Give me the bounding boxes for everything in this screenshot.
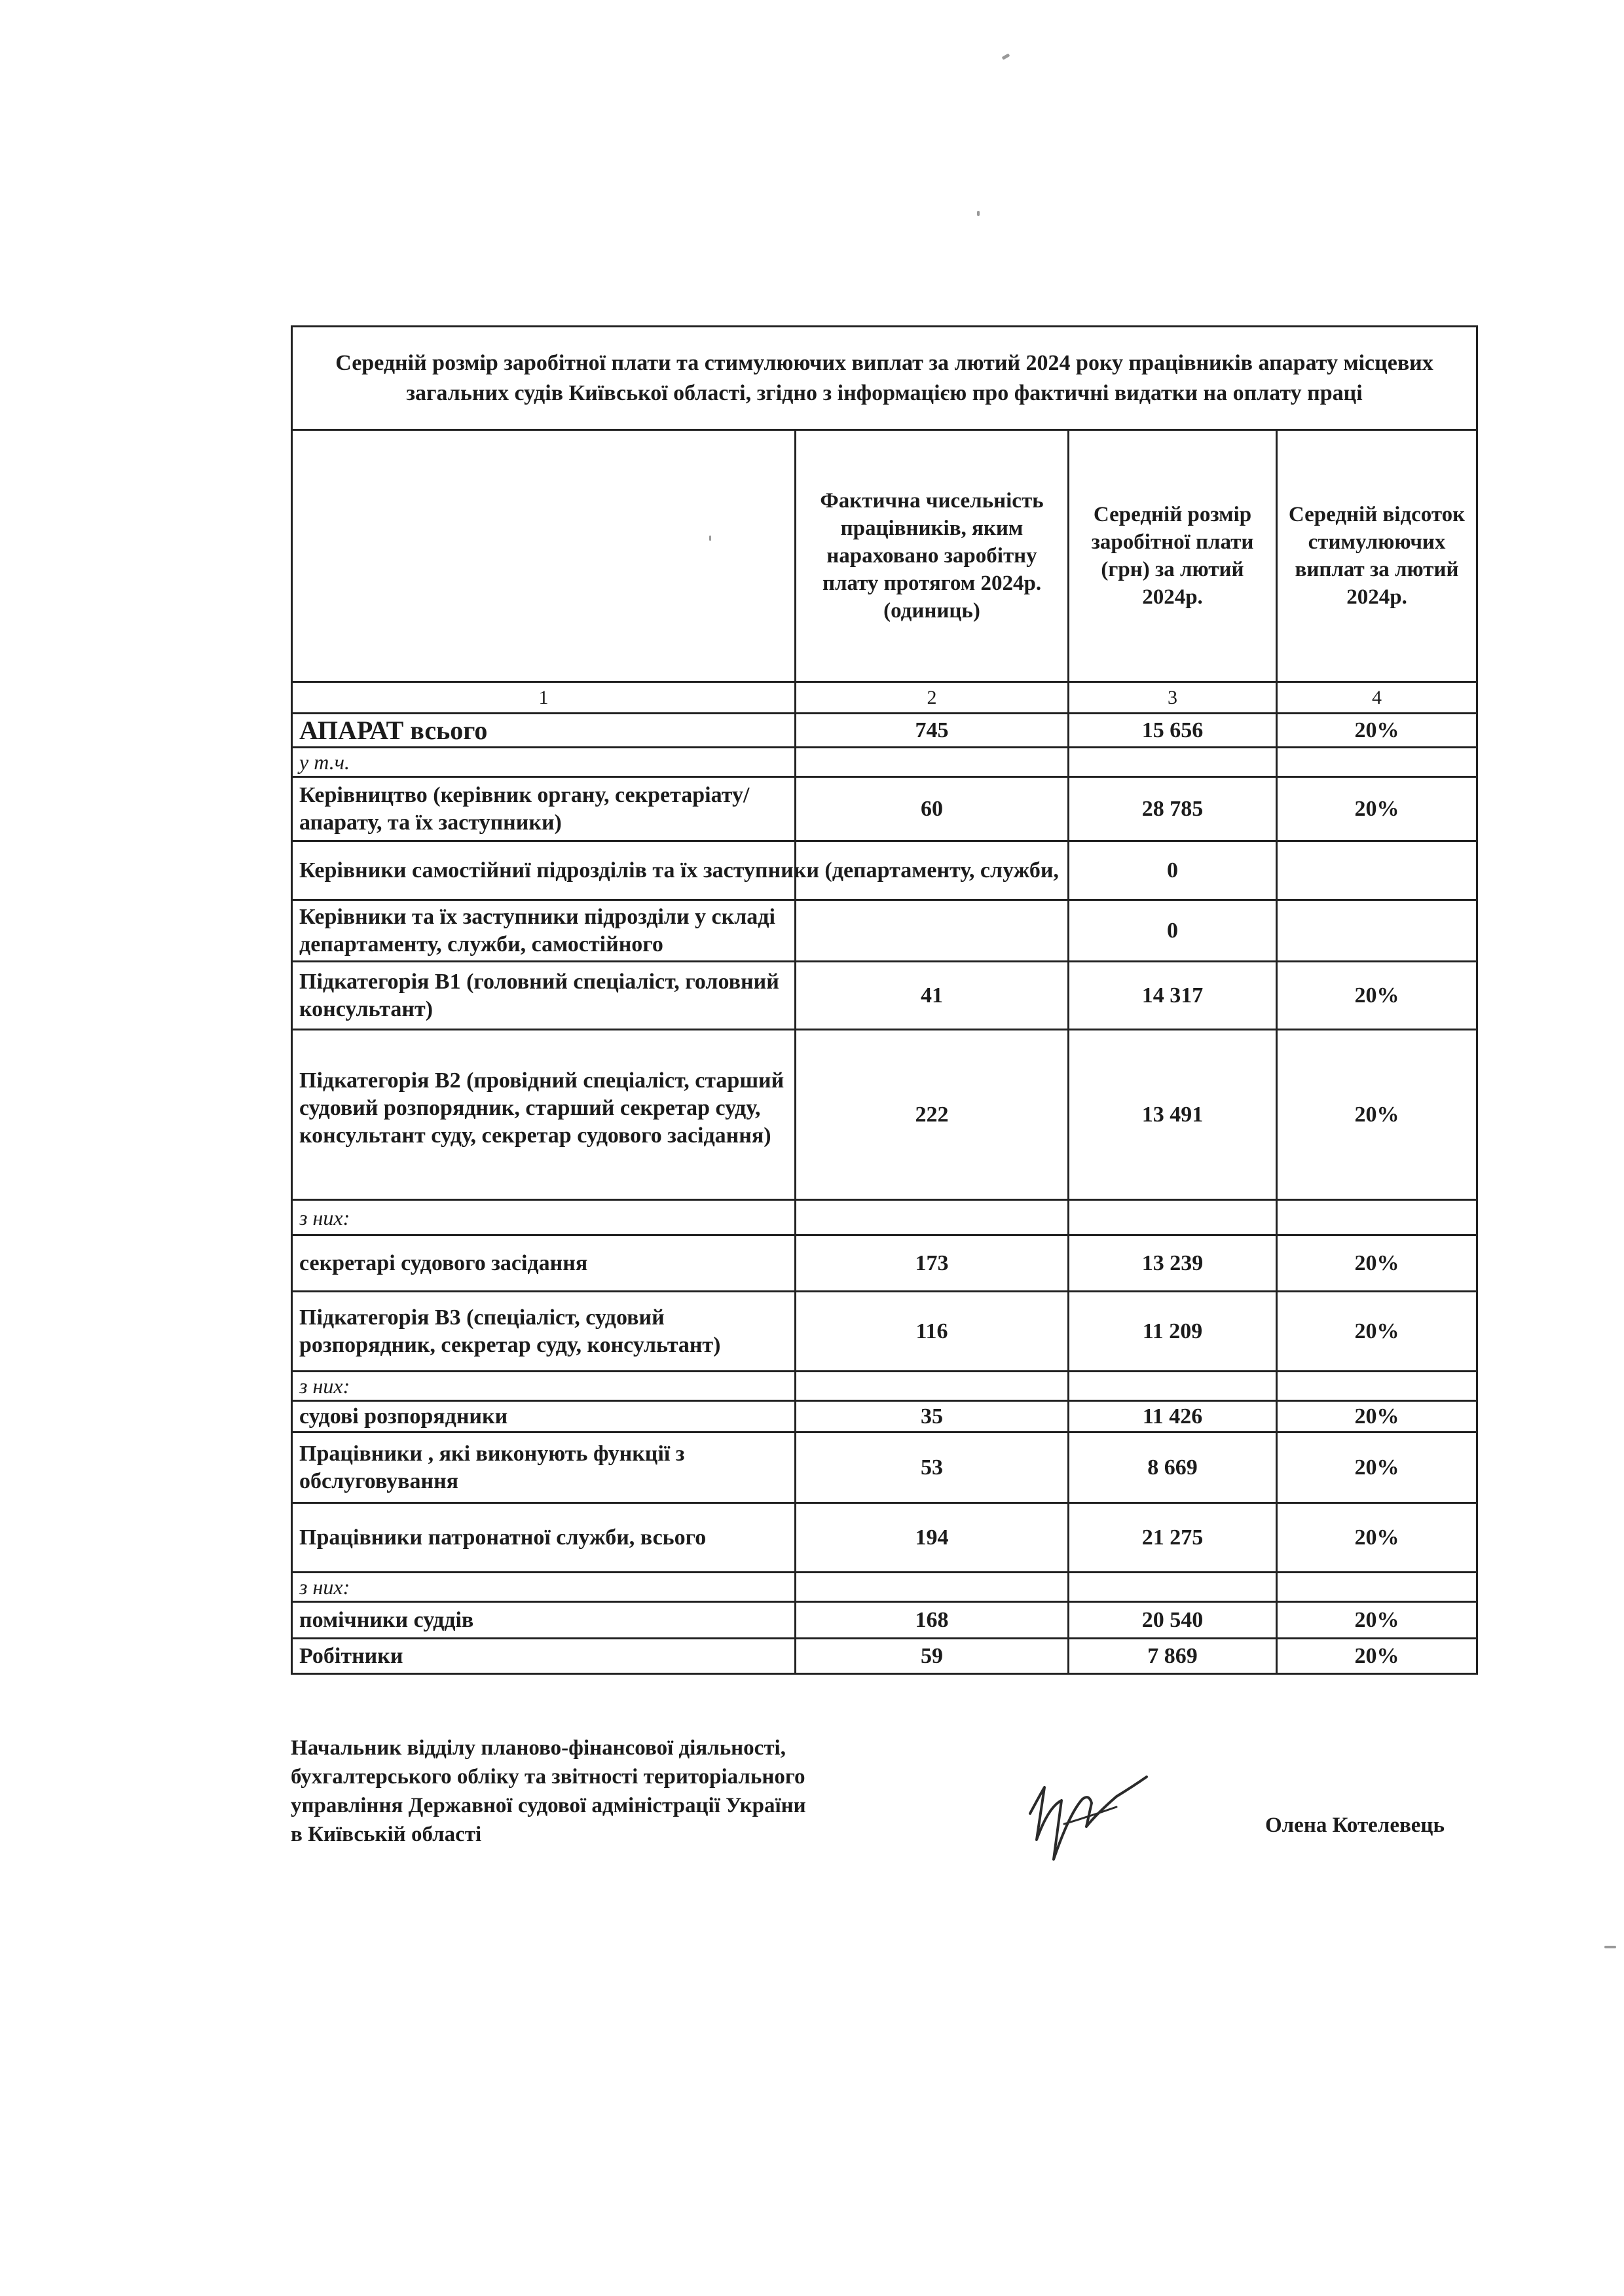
average-salary: 14 317: [1069, 962, 1277, 1030]
average-salary: 0: [1069, 900, 1277, 962]
average-salary: 13 239: [1069, 1235, 1277, 1292]
employee-count: 53: [796, 1432, 1069, 1503]
table-row: [292, 1235, 1477, 1292]
column-number: 3: [1069, 682, 1277, 714]
row-label: помічники суддів: [292, 1602, 796, 1639]
table-row: [292, 1503, 1477, 1573]
row-label: Працівники патронатної служби, всього: [292, 1503, 796, 1573]
incentive-percent: 20%: [1277, 777, 1477, 841]
average-salary: [1069, 748, 1277, 777]
table-row: [292, 841, 1477, 900]
salary-table: [291, 325, 1478, 1675]
position-line: бухгалтерського обліку та звітності територіального: [291, 1765, 805, 1789]
average-salary: 28 785: [1069, 777, 1277, 841]
row-label: Керівники самостійниї підрозділів та їх заступники (департаменту, служби,: [292, 841, 796, 900]
table-row: [292, 1573, 1477, 1602]
average-salary: 20 540: [1069, 1602, 1277, 1639]
average-salary: 11 209: [1069, 1292, 1277, 1372]
scan-speck: [977, 211, 980, 216]
header-empty-cell: [292, 430, 796, 682]
employee-count: 41: [796, 962, 1069, 1030]
employee-count: 59: [796, 1639, 1069, 1674]
row-label: у т.ч.: [292, 748, 796, 777]
employee-count: 35: [796, 1401, 1069, 1432]
column-number: 2: [796, 682, 1069, 714]
table-row: [292, 1639, 1477, 1674]
incentive-percent: [1277, 1573, 1477, 1602]
table-row: [292, 714, 1477, 748]
incentive-percent: [1277, 900, 1477, 962]
average-salary: [1069, 1372, 1277, 1401]
average-salary: 8 669: [1069, 1432, 1277, 1503]
incentive-percent: 20%: [1277, 962, 1477, 1030]
column-number: 4: [1277, 682, 1477, 714]
employee-count: [796, 900, 1069, 962]
header-employee-count: Фактична чисельність працівників, яким нараховано заробітну плату протягом 2024р. (одиниць): [796, 430, 1069, 682]
average-salary: 13 491: [1069, 1030, 1277, 1200]
employee-count: 60: [796, 777, 1069, 841]
scan-speck: [1002, 53, 1010, 60]
incentive-percent: 20%: [1277, 1030, 1477, 1200]
row-label: з них:: [292, 1200, 796, 1235]
row-label: Робітники: [292, 1639, 796, 1674]
incentive-percent: 20%: [1277, 1503, 1477, 1573]
table-row: [292, 962, 1477, 1030]
scan-speck: [1604, 1946, 1616, 1948]
row-label: судові розпорядники: [292, 1401, 796, 1432]
average-salary: 15 656: [1069, 714, 1277, 748]
incentive-percent: [1277, 748, 1477, 777]
employee-count: [796, 1200, 1069, 1235]
table-row: [292, 900, 1477, 962]
incentive-percent: 20%: [1277, 1639, 1477, 1674]
row-label: Підкатегорія В3 (спеціаліст, судовий розпорядник, секретар суду, консультант): [292, 1292, 796, 1372]
employee-count: 168: [796, 1602, 1069, 1639]
table-row: [292, 1602, 1477, 1639]
employee-count: 116: [796, 1292, 1069, 1372]
employee-count: 745: [796, 714, 1069, 748]
average-salary: 11 426: [1069, 1401, 1277, 1432]
row-label: Підкатегорія В2 (провідний спеціаліст, старший судовий розпорядник, старший секретар суду, консультант суду, секретар судового засідання): [292, 1030, 796, 1200]
average-salary: 0: [1069, 841, 1277, 900]
incentive-percent: 20%: [1277, 1292, 1477, 1372]
employee-count: [796, 1573, 1069, 1602]
average-salary: 7 869: [1069, 1639, 1277, 1674]
incentive-percent: 20%: [1277, 1401, 1477, 1432]
average-salary: 21 275: [1069, 1503, 1277, 1573]
signatory-position: [291, 1734, 946, 1849]
incentive-percent: [1277, 1200, 1477, 1235]
table-row: [292, 1401, 1477, 1432]
table-row: [292, 1292, 1477, 1372]
incentive-percent: 20%: [1277, 1602, 1477, 1639]
table-row: [292, 748, 1477, 777]
table-row: [292, 1432, 1477, 1503]
row-label: Працівники , які виконують функції з обслуговування: [292, 1432, 796, 1503]
position-line: Начальник відділу планово-фінансової діяльності,: [291, 1736, 786, 1760]
incentive-percent: 20%: [1277, 1432, 1477, 1503]
position-line: управління Державної судової адміністрації України: [291, 1794, 806, 1817]
employee-count: [796, 1372, 1069, 1401]
average-salary: [1069, 1200, 1277, 1235]
employee-count: [796, 748, 1069, 777]
row-label: Керівники та їх заступники підрозділи у складі департаменту, служби, самостійного: [292, 900, 796, 962]
table-title: Середній розмір заробітної плати та стимулюючих виплат за лютий 2024 року працівників апарату місцевих загальних судів Київської області, згідно з інформацією про фактичні видатки на оплату праці: [292, 327, 1477, 430]
row-label: секретарі судового засідання: [292, 1235, 796, 1292]
table-row: [292, 1030, 1477, 1200]
row-label: Керівництво (керівник органу, секретаріату/апарату, та їх заступники): [292, 777, 796, 841]
header-incentive-percent: Середній відсоток стимулюючих виплат за лютий 2024р.: [1277, 430, 1477, 682]
incentive-percent: [1277, 841, 1477, 900]
average-salary: [1069, 1573, 1277, 1602]
header-average-salary: Середній розмір заробітної плати (грн) за лютий 2024р.: [1069, 430, 1277, 682]
row-label: з них:: [292, 1573, 796, 1602]
table-row: [292, 1200, 1477, 1235]
employee-count: 173: [796, 1235, 1069, 1292]
handwritten-signature: [1018, 1768, 1156, 1872]
incentive-percent: 20%: [1277, 714, 1477, 748]
table-row: [292, 1372, 1477, 1401]
position-line: в Київській області: [291, 1823, 482, 1846]
signatory-name: Олена Котелевець: [1265, 1813, 1445, 1837]
table-row: [292, 777, 1477, 841]
row-label: АПАРАТ всього: [292, 714, 796, 748]
employee-count: 222: [796, 1030, 1069, 1200]
row-label: Підкатегорія В1 (головний спеціаліст, головний консультант): [292, 962, 796, 1030]
employee-count: 194: [796, 1503, 1069, 1573]
row-label: з них:: [292, 1372, 796, 1401]
scan-speck: [709, 536, 711, 541]
incentive-percent: 20%: [1277, 1235, 1477, 1292]
incentive-percent: [1277, 1372, 1477, 1401]
column-number: 1: [292, 682, 796, 714]
